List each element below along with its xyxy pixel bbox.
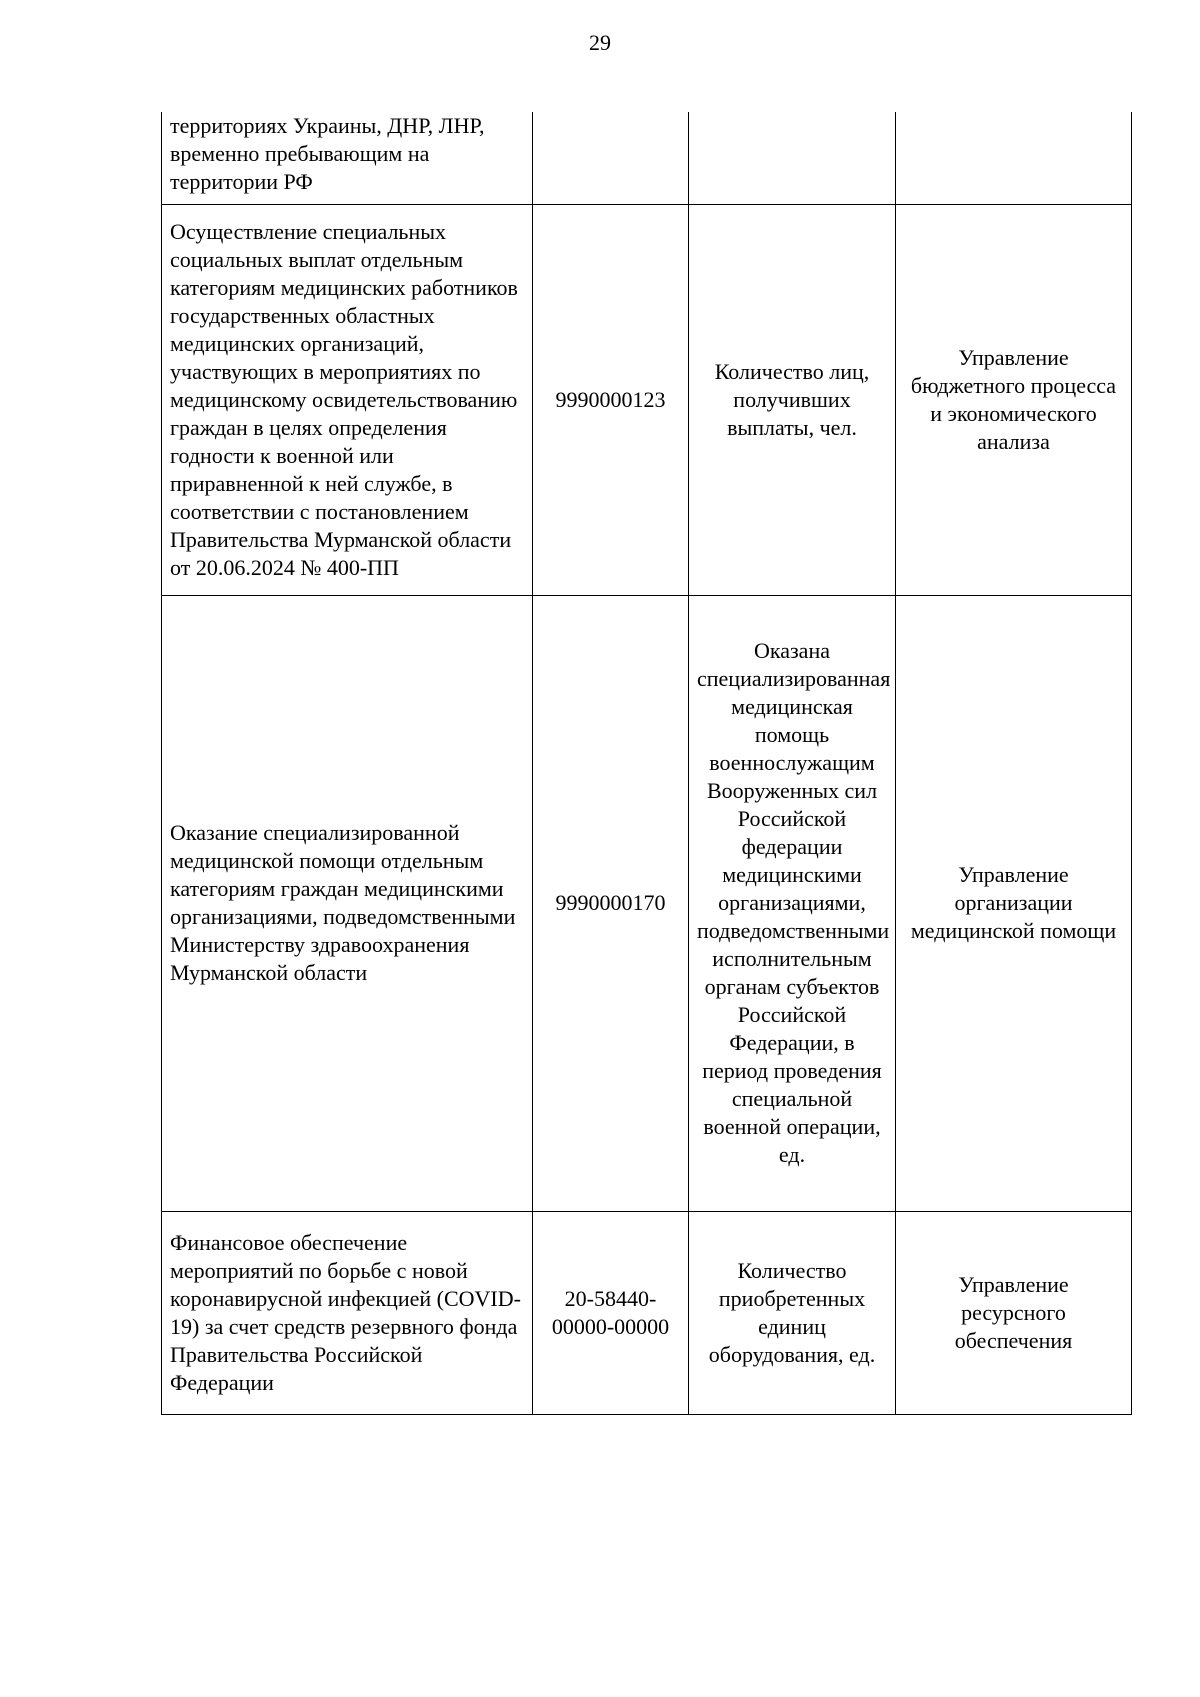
measure-name-cell — [162, 1211, 533, 1414]
measure-name-cell — [162, 204, 533, 595]
measure-name: территориях Украины, ДНР, ЛНР, временно пребывающим на территории РФ — [170, 113, 485, 194]
budget-code: 9990000123 — [555, 386, 666, 412]
measure-name: Осуществление специальных социальных выплат отдельным категориям медицинских работников государственных областных медицинских организаций, участвующих в мероприятиях по медицинскому освидетельствованию граждан в целях определения годности к военной или приравненной к ней службе, в соответствии с постановлением Правительства Мурманской области от 20.06.2024 № 400-ПП — [170, 218, 518, 580]
indicator-cell — [689, 1211, 896, 1414]
budget-code-cell — [533, 204, 689, 595]
budget-code: 20-58440-00000-00000 — [551, 1285, 670, 1339]
budget-code: 9990000170 — [555, 890, 666, 915]
department-cell — [896, 112, 1132, 204]
indicator: Оказана специализированная медицинская помощь военнослужащим Вооруженных сил Российской федерации медицинскими организациями, подведомственными исполнительным органам субъектов Российской Федерации, в период проведения специальной военной операции, ед. — [697, 638, 891, 1167]
measure-name: Оказание специализированной медицинской помощи отдельным категориям граждан медицинскими организациями, подведомственными Министерству здравоохранения Мурманской области — [170, 820, 516, 985]
table-row — [162, 1211, 1132, 1414]
table-row — [162, 595, 1132, 1211]
page-number: 29 — [589, 30, 611, 55]
budget-code-cell — [533, 1211, 689, 1414]
indicator-cell — [689, 204, 896, 595]
measure-name-cell — [162, 595, 533, 1211]
department-cell — [896, 1211, 1132, 1414]
indicator: Количество приобретенных единиц оборудования, ед. — [708, 1257, 876, 1367]
measure-name-cell — [162, 112, 533, 204]
indicator-cell — [689, 595, 896, 1211]
measure-name: Финансовое обеспечение мероприятий по борьбе с новой коронавирусной инфекцией (COVID-19) за счет средств резервного фонда Правительства Российской Федерации — [170, 1229, 521, 1395]
budget-code-cell — [533, 595, 689, 1211]
indicator-cell — [689, 112, 896, 204]
department: Управление ресурсного обеспечения — [954, 1271, 1073, 1353]
budget-code-cell — [533, 112, 689, 204]
department-cell — [896, 204, 1132, 595]
table-row — [162, 204, 1132, 595]
department: Управление организации медицинской помощи — [910, 862, 1117, 943]
department: Управление бюджетного процесса и экономического анализа — [910, 344, 1117, 454]
table-row — [162, 112, 1132, 204]
department-cell — [896, 595, 1132, 1211]
indicator: Количество лиц, получивших выплаты, чел. — [714, 358, 870, 440]
measures-table — [161, 112, 1132, 1415]
